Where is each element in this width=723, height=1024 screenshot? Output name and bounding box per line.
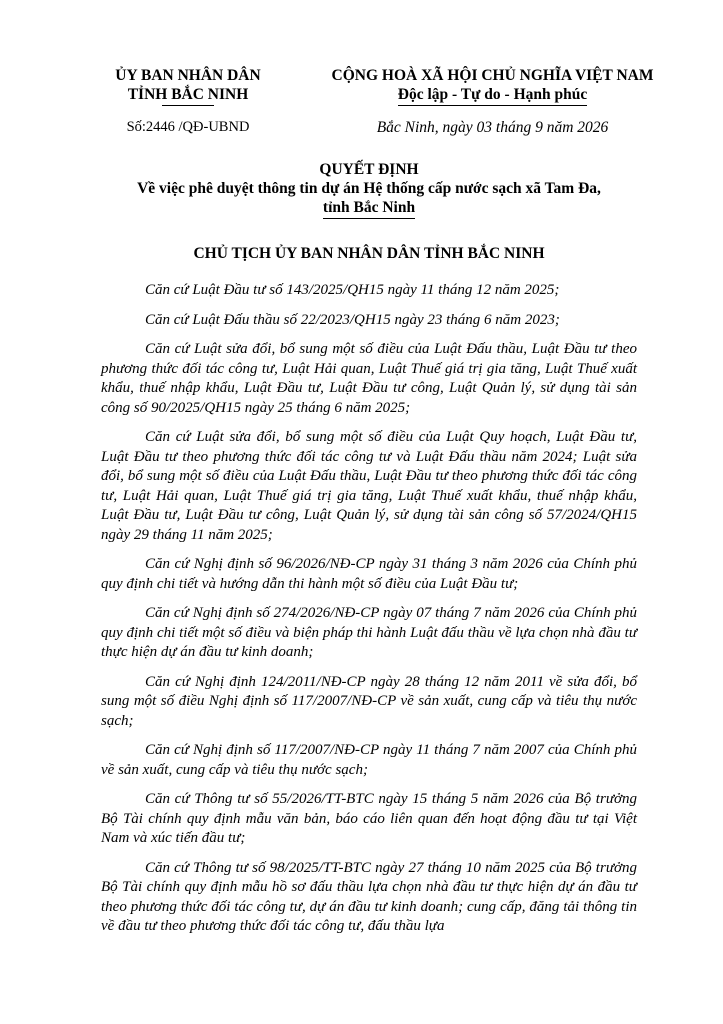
org-name-line2: TỈNH BẮC NINH (127, 86, 249, 103)
national-header-block (295, 66, 690, 137)
legal-basis-item: Căn cứ Luật Đấu thầu số 22/2023/QH15 ngày 23 tháng 6 năm 2023; (145, 311, 560, 328)
org-underline (162, 105, 214, 106)
issuing-official: CHỦ TỊCH ỦY BAN NHÂN DÂN TỈNH BẮC NINH (193, 245, 545, 262)
legal-basis-item: Căn cứ Nghị định số 96/2026/NĐ-CP ngày 31 tháng 3 năm 2026 của Chính phủ quy định chi tiết và hướng dẫn thi hành một số điều của Luật Đầu tư; (101, 556, 637, 592)
country-name: CỘNG HOÀ XÃ HỘI CHỦ NGHĨA VIỆT NAM (331, 67, 654, 84)
place-and-date: Bắc Ninh, ngày 03 tháng 9 năm 2026 (376, 119, 609, 136)
legal-basis-item: Căn cứ Nghị định 124/2011/NĐ-CP ngày 28 tháng 12 năm 2011 về sửa đổi, bổ sung một số điều Nghị định số 117/2007/NĐ-CP về sản xuất, cung cấp và tiêu thụ nước sạch; (101, 673, 637, 729)
legal-bases (101, 281, 637, 947)
org-name-line1: ỦY BAN NHÂN DÂN (115, 67, 261, 84)
legal-basis-item: Căn cứ Luật Đầu tư số 143/2025/QH15 ngày 11 tháng 12 năm 2025; (145, 282, 560, 298)
decision-title-block (60, 160, 678, 219)
issuing-authority-block (88, 66, 288, 137)
decision-subject-line1: Về việc phê duyệt thông tin dự án Hệ thống cấp nước sạch xã Tam Đa, (137, 180, 601, 197)
document-number: Số:2446 /QĐ-UBND (126, 119, 250, 135)
national-motto: Độc lập - Tự do - Hạnh phúc (398, 85, 587, 106)
legal-basis-item: Căn cứ Nghị định số 117/2007/NĐ-CP ngày 11 tháng 7 năm 2007 của Chính phủ về sản xuất, cung cấp và tiêu thụ nước sạch; (101, 742, 637, 778)
legal-basis-item: Căn cứ Luật sửa đổi, bổ sung một số điều của Luật Quy hoạch, Luật Đầu tư, Luật Đầu tư theo phương thức đối tác công tư và Luật Đấu thầu năm 2024; Luật sửa đổi, bổ sung một số điều của Luật Đấu thầu, Luật Đầu tư theo phương thức đối tác công tư, Luật Hải quan, Luật Thuế giá trị gia tăng, Luật Thuế xuất khẩu, thuế nhập khẩu, Luật Đầu tư, Luật Đầu tư công, Luật Quản lý, sử dụng tài sản công số 57/2024/QH15 ngày 29 tháng 11 năm 2025; (101, 429, 637, 543)
legal-basis-item: Căn cứ Thông tư số 98/2025/TT-BTC ngày 27 tháng 10 năm 2025 của Bộ trưởng Bộ Tài chính quy định mẫu hồ sơ đấu thầu lựa chọn nhà đầu tư thực hiện dự án đầu tư theo phương thức đối tác công tư, dự án đầu tư kinh doanh; cung cấp, đăng tải thông tin về đầu tư theo phương thức đối tác công tư, đấu thầu lựa (101, 859, 637, 934)
legal-basis-item: Căn cứ Nghị định số 274/2026/NĐ-CP ngày 07 tháng 7 năm 2026 của Chính phủ quy định chi tiết một số điều và biện pháp thi hành Luật đấu thầu về lựa chọn nhà đầu tư thực hiện dự án đầu tư kinh doanh; (101, 605, 637, 660)
legal-basis-item: Căn cứ Thông tư số 55/2026/TT-BTC ngày 15 tháng 5 năm 2026 của Bộ trưởng Bộ Tài chính quy định mẫu văn bản, báo cáo liên quan đến hoạt động đầu tư tại Việt Nam và xúc tiến đầu tư; (101, 791, 637, 846)
decision-subject-line2: tỉnh Bắc Ninh (323, 198, 415, 219)
legal-basis-item: Căn cứ Luật sửa đổi, bổ sung một số điều của Luật Đấu thầu, Luật Đầu tư theo phương thức đối tác công tư, Luật Hải quan, Luật Thuế giá trị gia tăng, Luật Thuế xuất khẩu, thuế nhập khẩu, Luật Đầu tư, Luật Đầu tư công, Luật Quản lý, sử dụng tài sản công số 90/2025/QH15 ngày 25 tháng 6 năm 2025; (101, 341, 637, 416)
decision-heading: QUYẾT ĐỊNH (319, 161, 419, 178)
